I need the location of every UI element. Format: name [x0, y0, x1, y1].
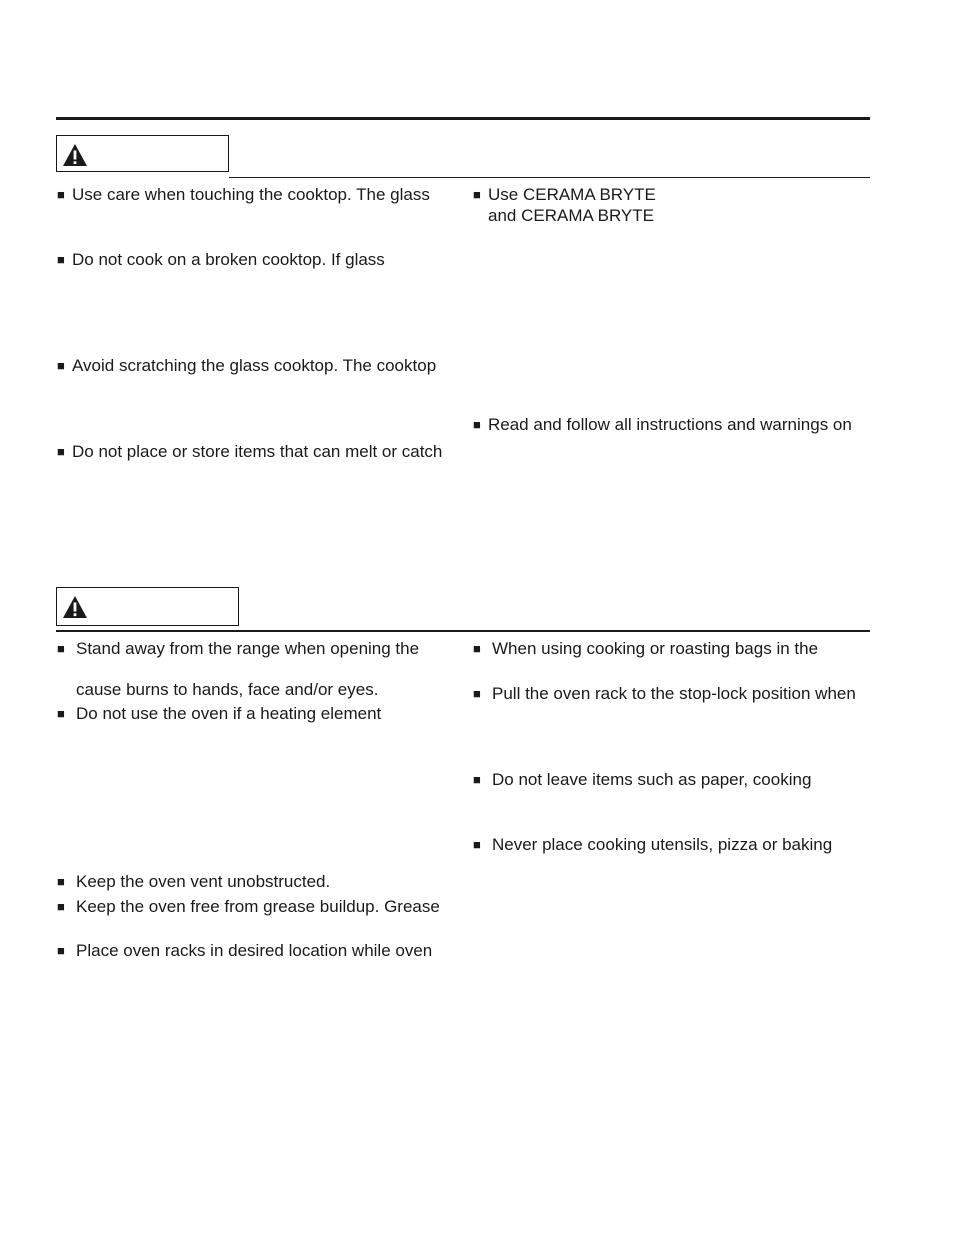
warning-box-oven [56, 587, 239, 626]
warning-triangle-icon [62, 143, 88, 167]
list-item: ■ Place oven racks in desired location while oven [57, 941, 433, 960]
section-rule-oven [56, 630, 870, 632]
section-rule-cooktop [229, 177, 870, 178]
list-item: ■ Never place cooking utensils, pizza or baking [473, 835, 833, 854]
warning-box-cooktop [56, 135, 229, 172]
list-item: ■ When using cooking or roasting bags in the [473, 639, 819, 658]
top-rule [56, 117, 870, 120]
list-item: ■ Do not place or store items that can melt or catch [57, 442, 443, 461]
list-item: ■ Use CERAMA BRYTE [473, 185, 656, 204]
list-item: ■ Do not cook on a broken cooktop. If glass [57, 250, 385, 269]
list-item-continuation: cause burns to hands, face and/or eyes. [76, 680, 379, 699]
list-item: ■ Stand away from the range when opening the [57, 639, 420, 658]
warning-triangle-icon [62, 595, 88, 619]
list-item-continuation: and CERAMA BRYTE [488, 206, 654, 225]
list-item: ■ Keep the oven free from grease buildup. Grease [57, 897, 440, 916]
list-item: ■ Read and follow all instructions and warnings on [473, 415, 852, 434]
list-item: ■ Pull the oven rack to the stop-lock position when [473, 684, 856, 703]
list-item: ■ Use care when touching the cooktop. The glass [57, 185, 430, 204]
list-item: ■ Avoid scratching the glass cooktop. The cooktop [57, 356, 437, 375]
list-item: ■ Keep the oven vent unobstructed. [57, 872, 331, 891]
list-item: ■ Do not use the oven if a heating element [57, 704, 382, 723]
list-item: ■ Do not leave items such as paper, cooking [473, 770, 812, 789]
